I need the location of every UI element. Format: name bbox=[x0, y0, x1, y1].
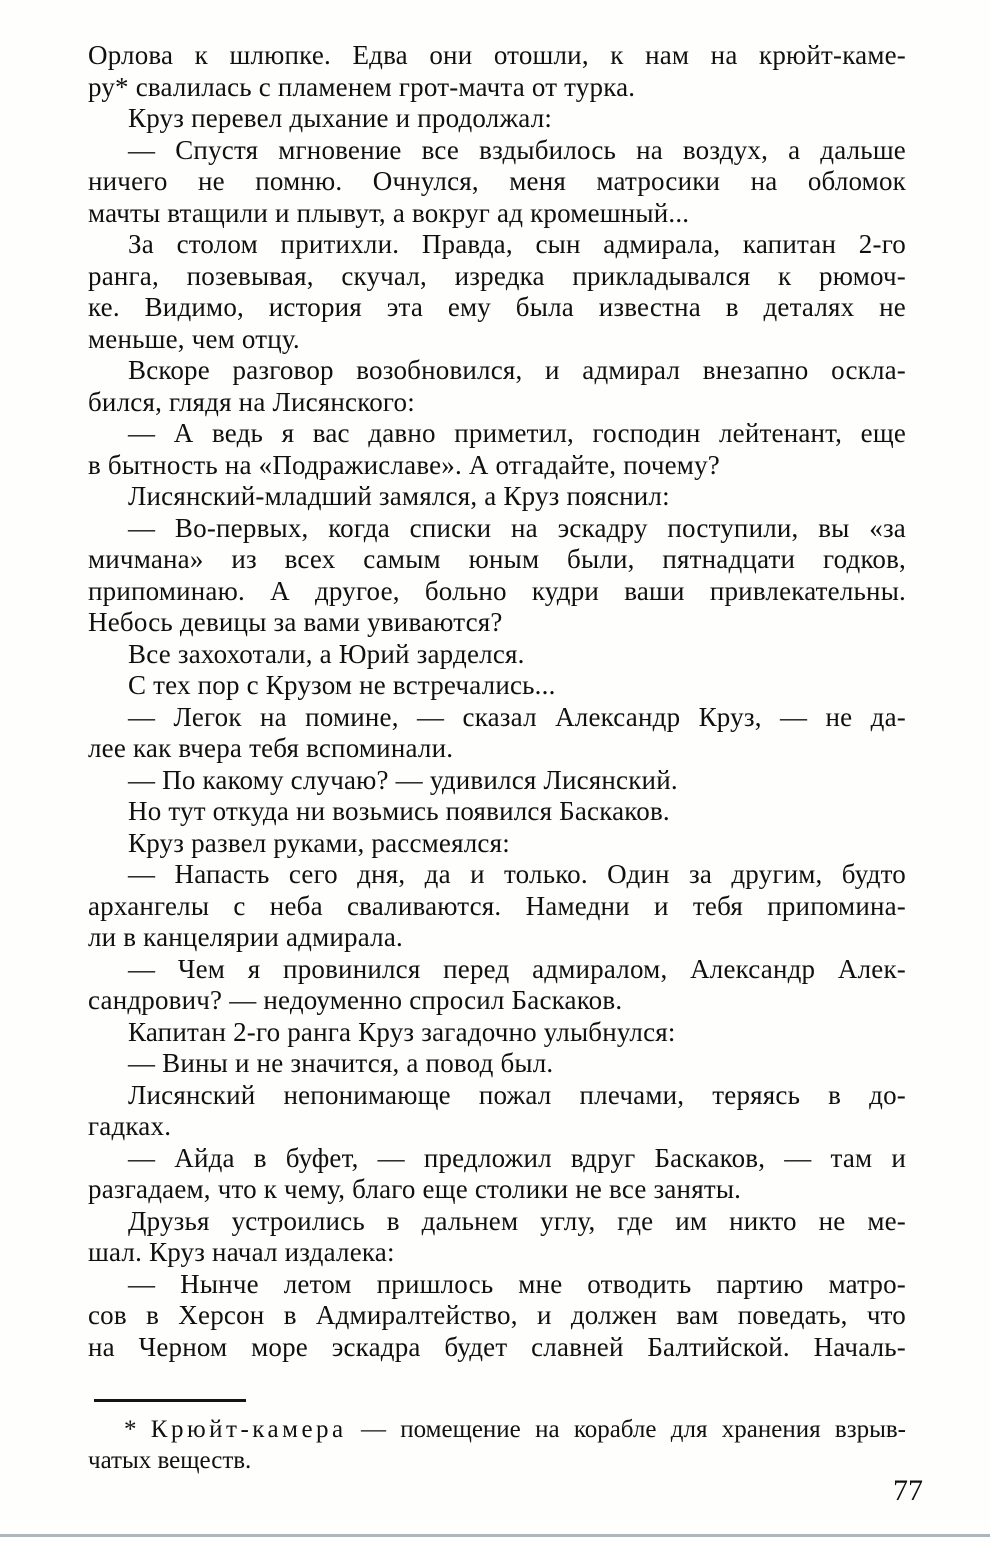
text-line: — Во-первых, когда списки на эскадру поступили, вы «за bbox=[128, 512, 906, 543]
text-line: мачты втащили и плывут, а вокруг ад кромешный... bbox=[88, 197, 690, 228]
text-line: бился, глядя на Лисянского: bbox=[88, 386, 415, 417]
footnote-marker: * bbox=[124, 1416, 137, 1443]
text-line: разгадаем, что к чему, благо еще столики не все заняты. bbox=[88, 1174, 742, 1204]
text-line: Орлова к шлюпке. Едва они отошли, к нам на крюйт-каме- bbox=[88, 40, 906, 70]
footnote-line-2: чатых веществ. bbox=[88, 1447, 252, 1474]
text-line: припоминаю. А другое, больно кудри ваши привлекательны. bbox=[88, 575, 906, 606]
paragraph bbox=[88, 765, 906, 797]
text-line: — Напасть сего дня, да и только. Один за другим, будто bbox=[128, 859, 906, 889]
text-line: сов в Херсон в Адмиралтейство, и должен вам поведать, что bbox=[88, 1300, 906, 1330]
text-line: в бытность на «Подражиславе». А отгадайте, почему? bbox=[88, 449, 720, 480]
footnote-term: Крюйт-камера bbox=[150, 1416, 347, 1443]
paragraph bbox=[88, 513, 906, 639]
footnote-line-1 bbox=[88, 1414, 906, 1445]
text-line: — Вины и не значится, а повод был. bbox=[128, 1048, 554, 1078]
paragraph bbox=[88, 1206, 906, 1269]
paragraph bbox=[88, 828, 906, 860]
paragraph bbox=[88, 229, 906, 355]
text-line: Небось девицы за вами увиваются? bbox=[88, 607, 503, 637]
text-line: — Нынче летом пришлось мне отводить партию матро- bbox=[128, 1268, 906, 1299]
text-line: мичмана» из всех самым юным были, пятнадцати годков, bbox=[88, 544, 906, 574]
text-line: За столом притихли. Правда, сын адмирала, капитан 2-го bbox=[128, 229, 906, 259]
text-line: архангелы с неба сваливаются. Намедни и тебя припомина- bbox=[88, 890, 906, 921]
text-line: — Легок на помине, — сказал Александр Круз, — не да- bbox=[128, 701, 906, 732]
text-line: — А ведь я вас давно приметил, господин лейтенант, еще bbox=[128, 418, 906, 448]
paragraph bbox=[88, 355, 906, 418]
paragraph bbox=[88, 670, 906, 702]
text-line: гадках. bbox=[88, 1111, 172, 1141]
text-line: шал. Круз начал издалека: bbox=[88, 1237, 395, 1267]
paragraph bbox=[88, 859, 906, 954]
text-line: Лисянский непонимающе пожал плечами, теряясь в до- bbox=[128, 1079, 906, 1110]
text-line: Все захохотали, а Юрий зарделся. bbox=[128, 638, 525, 669]
text-line: ли в канцелярии адмирала. bbox=[88, 922, 403, 952]
text-line: меньше, чем отцу. bbox=[88, 323, 300, 354]
text-line: Лисянский-младший замялся, а Круз пояснил: bbox=[128, 481, 670, 511]
body-text bbox=[88, 40, 906, 1363]
text-line: лее как вчера тебя вспоминали. bbox=[88, 733, 454, 763]
paragraph bbox=[88, 639, 906, 671]
paragraph bbox=[88, 1080, 906, 1143]
footnote-rule bbox=[94, 1399, 246, 1402]
paragraph bbox=[88, 40, 906, 103]
text-line: Круз развел руками, рассмеялся: bbox=[128, 827, 510, 858]
page-number: 77 bbox=[893, 1474, 923, 1507]
text-line: Круз перевел дыхание и продолжал: bbox=[128, 103, 553, 133]
text-line: Вскоре разговор возобновился, и адмирал внезапно оскла- bbox=[128, 355, 906, 385]
footnote-text: — помещение на корабле для хранения взрыв- bbox=[360, 1416, 906, 1443]
text-line: ничего не помню. Очнулся, меня матросики на обломок bbox=[88, 166, 906, 196]
text-line: — Чем я провинился перед адмиралом, Александр Алек- bbox=[128, 953, 906, 984]
text-line: ранга, позевывая, скучал, изредка прикладывался к рюмоч- bbox=[88, 260, 906, 291]
paragraph bbox=[88, 954, 906, 1017]
text-line: ке. Видимо, история эта ему была известна в деталях не bbox=[88, 292, 906, 322]
text-line: — Спустя мгновение все вздыбилось на воздух, а дальше bbox=[128, 134, 906, 165]
text-line: ру* свалилась с пламенем грот-мачта от турка. bbox=[88, 71, 636, 102]
text-line: Капитан 2-го ранга Круз загадочно улыбнулся: bbox=[128, 1016, 676, 1047]
paragraph bbox=[88, 103, 906, 135]
paragraph bbox=[88, 702, 906, 765]
text-line: С тех пор с Крузом не встречались... bbox=[128, 670, 556, 700]
text-line: на Черном море эскадра будет славней Балтийской. Началь- bbox=[88, 1331, 906, 1362]
text-line: Но тут откуда ни возьмись появился Баскаков. bbox=[128, 796, 670, 826]
paragraph bbox=[88, 418, 906, 481]
paragraph bbox=[88, 1269, 906, 1364]
paragraph bbox=[88, 1017, 906, 1049]
paragraph bbox=[88, 1048, 906, 1080]
paragraph bbox=[88, 135, 906, 230]
paragraph bbox=[88, 1143, 906, 1206]
paragraph bbox=[88, 481, 906, 513]
footnote bbox=[88, 1399, 906, 1476]
text-line: сандрович? — недоуменно спросил Баскаков. bbox=[88, 985, 623, 1015]
text-line: — По какому случаю? — удивился Лисянский. bbox=[128, 764, 678, 795]
text-line: Друзья устроились в дальнем углу, где им никто не ме- bbox=[128, 1205, 906, 1236]
text-line: — Айда в буфет, — предложил вдруг Баскаков, — там и bbox=[128, 1142, 906, 1173]
paragraph bbox=[88, 796, 906, 828]
bottom-edge-line bbox=[0, 1534, 990, 1537]
